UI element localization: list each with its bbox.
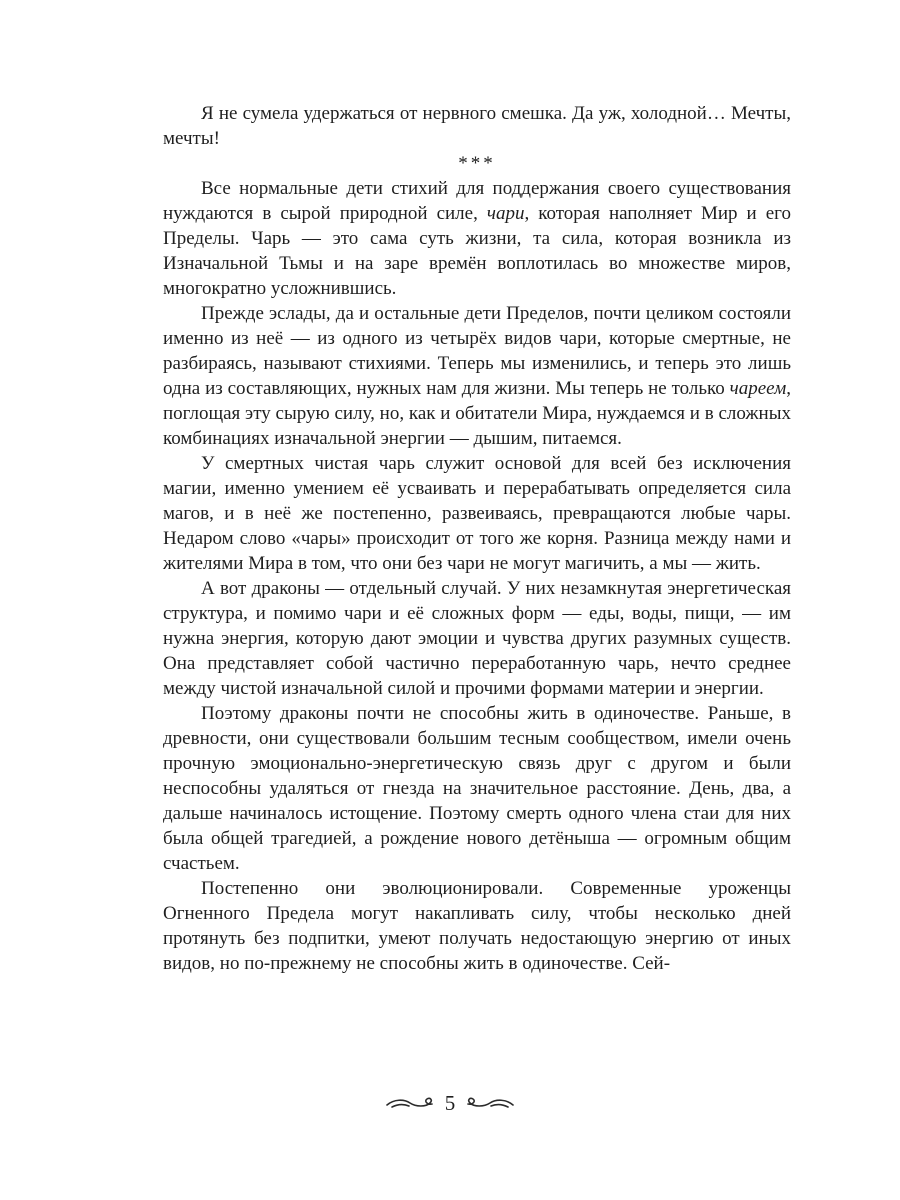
- text-run: У смертных чистая чарь служит основой для всей без исключения магии, именно умением её усваивать и перерабатывать определяется сила магов, и в неё же постепенно, развеиваясь, превращаются любые чары. Недаром слово «чары» происходит от того же корня. Разница между нами и жителями Мира в том, что они без чари не могут магичить, а мы — жить.: [163, 453, 791, 574]
- text-run: А вот драконы — отдельный случай. У них незамкнутая энергетическая структура, и помимо чари и её сложных форм — еды, воды, пищи, — им нужна энергия, которую дают эмоции и чувства других разумных существ. Она представляет собой частично переработанную чарь, нечто среднее между чистой изначальной силой и прочими формами материи и энергии.: [163, 578, 791, 699]
- paragraph: [163, 301, 791, 451]
- paragraph: [163, 451, 791, 576]
- text-run: , которая наполняет Мир и его Пределы. Чарь — это сама суть жизни, та сила, которая возникла из Изначальной Тьмы и на заре времён воплотилась во множестве миров, многократно усложнившись.: [163, 203, 791, 299]
- paragraph: [163, 876, 791, 976]
- italic-run: чареем: [729, 378, 787, 399]
- text-run: Поэтому драконы почти не способны жить в одиночестве. Раньше, в древности, они существовали большим тесным сообществом, имели очень прочную эмоционально-энергетическую связь друг с другом и были неспособны удаляться от гнезда на значительное расстояние. День, два, а дальше начиналось истощение. Поэтому смерть одного члена стаи для них была общей трагедией, а рождение нового детёныша — огромным общим счастьем.: [163, 703, 791, 874]
- section-separator: ***: [458, 153, 496, 174]
- text-run: Прежде эслады, да и остальные дети Пределов, почти целиком состояли именно из неё — из одного из четырёх видов чари, которые смертные, не разбираясь, называют стихиями. Теперь мы изменились, и теперь это лишь одна из составляющих, нужных нам для жизни. Мы теперь не только: [163, 303, 791, 399]
- paragraph: [163, 101, 791, 151]
- italic-run: чари: [486, 203, 525, 224]
- text-run: Я не сумела удержаться от нервного смешка. Да уж, холодной… Мечты, мечты!: [163, 103, 791, 149]
- page-number: 5: [444, 1091, 456, 1115]
- text-run: , поглощая эту сырую силу, но, как и обитатели Мира, нуждаемся и в сложных комбинациях изначальной энергии — дышим, питаемся.: [163, 378, 791, 449]
- page-text: [163, 101, 791, 976]
- page-footer: [0, 1090, 900, 1116]
- paragraph: [163, 576, 791, 701]
- text-run: Постепенно они эволюционировали. Современные уроженцы Огненного Предела могут накапливать силу, чтобы несколько дней протянуть без подпитки, умеют получать недостающую энергию от иных видов, но по-прежнему не способны жить в одиночестве. Сей-: [163, 878, 791, 974]
- paragraph: [163, 701, 791, 876]
- flourish-right-icon: [464, 1095, 514, 1111]
- flourish-left-icon: [386, 1095, 436, 1111]
- paragraph: [163, 176, 791, 301]
- text-run: Все нормальные дети стихий для поддержания своего существования нуждаются в сырой природной силе,: [163, 178, 791, 224]
